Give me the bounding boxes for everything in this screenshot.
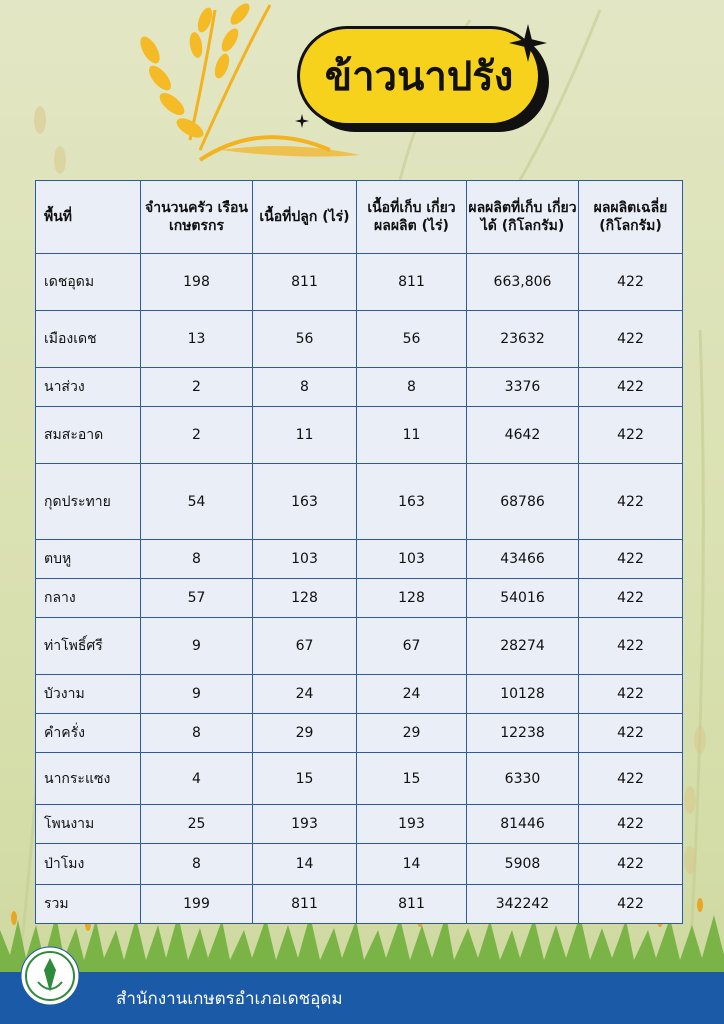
table-row <box>36 753 683 805</box>
cell-households: 9 <box>141 618 253 675</box>
footer-office-name: สำนักงานเกษตรอำเภอเดชอุดม <box>116 989 343 1009</box>
cell-average: 422 <box>579 844 683 885</box>
cell-yield: 68786 <box>467 464 579 540</box>
table-row <box>36 311 683 368</box>
cell-households: 8 <box>141 540 253 579</box>
agriculture-department-seal-icon <box>20 946 80 1006</box>
cell-planted: 8 <box>253 368 357 407</box>
small-sparkle-star-icon <box>295 114 309 128</box>
cell-average: 422 <box>579 254 683 311</box>
cell-area: เมืองเดช <box>36 311 141 368</box>
cell-area: รวม <box>36 885 141 924</box>
header-households: จำนวนครัว เรือนเกษตรกร <box>141 181 253 254</box>
cell-area: กลาง <box>36 579 141 618</box>
cell-yield: 6330 <box>467 753 579 805</box>
page-title: ข้าวนาปรัง <box>324 54 514 100</box>
cell-area: เดชอุดม <box>36 254 141 311</box>
cell-yield: 12238 <box>467 714 579 753</box>
cell-average: 422 <box>579 579 683 618</box>
cell-yield: 663,806 <box>467 254 579 311</box>
cell-harvested: 811 <box>357 885 467 924</box>
cell-harvested: 56 <box>357 311 467 368</box>
cell-area: บัวงาม <box>36 675 141 714</box>
cell-yield: 23632 <box>467 311 579 368</box>
header-yield: ผลผลิตที่เก็บ เกี่ยวได้ (กิโลกรัม) <box>467 181 579 254</box>
title-badge <box>295 24 557 142</box>
cell-yield: 28274 <box>467 618 579 675</box>
cell-average: 422 <box>579 885 683 924</box>
cell-yield: 342242 <box>467 885 579 924</box>
cell-households: 13 <box>141 311 253 368</box>
table-row <box>36 675 683 714</box>
cell-average: 422 <box>579 407 683 464</box>
cell-area: นากระแซง <box>36 753 141 805</box>
cell-yield: 4642 <box>467 407 579 464</box>
cell-harvested: 8 <box>357 368 467 407</box>
cell-area: โพนงาม <box>36 805 141 844</box>
table-row <box>36 805 683 844</box>
header-planted-area: เนื้อที่ปลูก (ไร่) <box>253 181 357 254</box>
cell-average: 422 <box>579 618 683 675</box>
cell-planted: 811 <box>253 885 357 924</box>
cell-households: 2 <box>141 368 253 407</box>
cell-harvested: 163 <box>357 464 467 540</box>
cell-planted: 24 <box>253 675 357 714</box>
cell-households: 8 <box>141 844 253 885</box>
cell-harvested: 103 <box>357 540 467 579</box>
cell-planted: 103 <box>253 540 357 579</box>
cell-households: 199 <box>141 885 253 924</box>
cell-area: ท่าโพธิ์ศรี <box>36 618 141 675</box>
table-row <box>36 844 683 885</box>
cell-yield: 3376 <box>467 368 579 407</box>
table-row <box>36 407 683 464</box>
cell-average: 422 <box>579 311 683 368</box>
cell-average: 422 <box>579 714 683 753</box>
table-row <box>36 618 683 675</box>
cell-area: กุดประทาย <box>36 464 141 540</box>
table-row <box>36 254 683 311</box>
cell-harvested: 29 <box>357 714 467 753</box>
cell-yield: 43466 <box>467 540 579 579</box>
cell-households: 54 <box>141 464 253 540</box>
cell-yield: 10128 <box>467 675 579 714</box>
cell-planted: 14 <box>253 844 357 885</box>
table-row <box>36 714 683 753</box>
cell-households: 25 <box>141 805 253 844</box>
cell-average: 422 <box>579 368 683 407</box>
cell-harvested: 67 <box>357 618 467 675</box>
cell-average: 422 <box>579 675 683 714</box>
cell-harvested: 193 <box>357 805 467 844</box>
cell-planted: 29 <box>253 714 357 753</box>
rice-data-table-container <box>35 180 682 924</box>
cell-planted: 811 <box>253 254 357 311</box>
cell-households: 9 <box>141 675 253 714</box>
table-header-row <box>36 181 683 254</box>
cell-planted: 128 <box>253 579 357 618</box>
cell-households: 198 <box>141 254 253 311</box>
cell-yield: 54016 <box>467 579 579 618</box>
cell-yield: 5908 <box>467 844 579 885</box>
cell-harvested: 11 <box>357 407 467 464</box>
cell-households: 2 <box>141 407 253 464</box>
cell-harvested: 24 <box>357 675 467 714</box>
cell-average: 422 <box>579 753 683 805</box>
cell-yield: 81446 <box>467 805 579 844</box>
title-pill <box>297 26 541 126</box>
cell-households: 57 <box>141 579 253 618</box>
cell-planted: 15 <box>253 753 357 805</box>
rice-data-table <box>35 180 683 924</box>
cell-households: 4 <box>141 753 253 805</box>
cell-area: สมสะอาด <box>36 407 141 464</box>
header-average-yield: ผลผลิตเฉลี่ย (กิโลกรัม) <box>579 181 683 254</box>
cell-households: 8 <box>141 714 253 753</box>
sparkle-star-icon <box>509 24 547 62</box>
cell-harvested: 14 <box>357 844 467 885</box>
footer-bar <box>0 972 724 1024</box>
table-row <box>36 885 683 924</box>
table-row <box>36 579 683 618</box>
cell-average: 422 <box>579 805 683 844</box>
cell-average: 422 <box>579 540 683 579</box>
cell-area: คำครั่ง <box>36 714 141 753</box>
cell-planted: 163 <box>253 464 357 540</box>
cell-harvested: 811 <box>357 254 467 311</box>
cell-harvested: 128 <box>357 579 467 618</box>
cell-harvested: 15 <box>357 753 467 805</box>
table-row <box>36 540 683 579</box>
table-row <box>36 464 683 540</box>
cell-planted: 193 <box>253 805 357 844</box>
cell-average: 422 <box>579 464 683 540</box>
header-harvested-area: เนื้อที่เก็บ เกี่ยวผลผลิต (ไร่) <box>357 181 467 254</box>
cell-planted: 11 <box>253 407 357 464</box>
cell-area: ตบหู <box>36 540 141 579</box>
cell-planted: 67 <box>253 618 357 675</box>
cell-area: ป่าโมง <box>36 844 141 885</box>
table-row <box>36 368 683 407</box>
header-area: พื้นที่ <box>36 181 141 254</box>
cell-planted: 56 <box>253 311 357 368</box>
cell-area: นาส่วง <box>36 368 141 407</box>
